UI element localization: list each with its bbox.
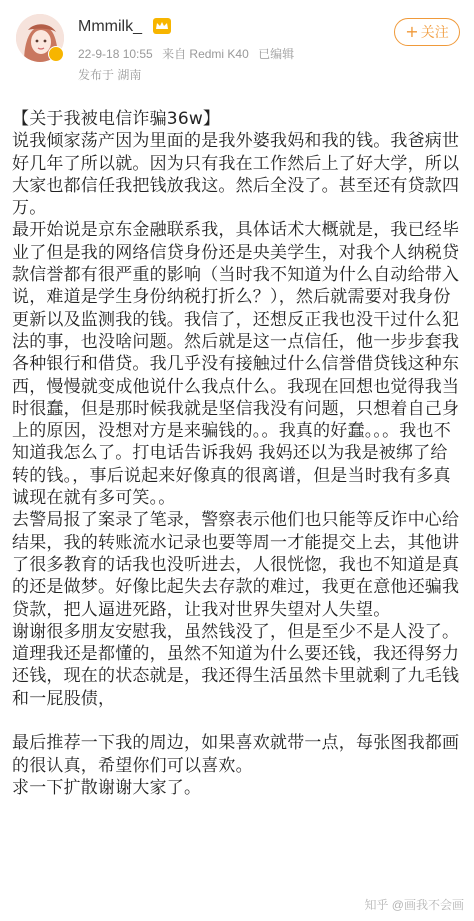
post-paragraph: 说我倾家荡产因为里面的是我外婆我妈和我的钱。我爸病世好几年了所以就。因为只有我在工作然后上了好大学，所以大家也都信任我把钱放我这。然后全没了。甚至还有贷款四万。 [12,131,460,219]
post-paragraph: 最后推荐一下我的周边，如果喜欢就带一点，每张图我都画的很认真，希望你们可以喜欢。 [12,733,460,776]
post-header [0,0,474,105]
username[interactable]: Mmmilk_ [78,18,142,35]
post-paragraph: 求一下扩散谢谢大家了。 [12,777,202,798]
vip-badge-icon [48,46,64,62]
post-source: 来自 Redmi K40 [162,47,249,61]
post-date: 22-9-18 10:55 [78,47,153,61]
edited-label[interactable]: 已编辑 [258,47,295,61]
follow-label: 关注 [420,25,449,41]
post-meta [78,45,300,62]
follow-button[interactable] [394,18,460,46]
post-paragraph: 【关于我被电信诈骗36w】 [12,109,221,129]
post-paragraph: 去警局报了案录了笔录，警察表示他们也只能等反诈中心给结果，我的转账流水记录也要等周一才能提交上去，其他讲了很多教育的话我也没听进去，人很恍惚，我也不知道是真的还是做梦。好像比起失去存款的难过，我更在意他还骗我贷款，把人逼进死路，让我对世界失望对人失望。 [12,510,460,620]
post-paragraph: 最开始说是京东金融联系我，具体话术大概就是，我已经毕业了但是我的网络信贷身份还是央美学生，对我个人纳税贷款信誉都有很严重的影响（当时我不知道为什么自动给带入说，难道是学生身份纳税打折么？），然后就需要对我身份更新以及监测我的钱。我信了，还想反正我也没干过什么犯法的事，也没啥问题。然后就是这一点信任，他一步步套我各种银行和借贷。我几乎没有接触过什么信誉借贷钱这种东西，慢慢就变成他说什么我点什么。我现在回想也觉得我当时很蠢，但是那时候我就是坚信我没有问题，只想着自己身上的原因，没想对方是来骗钱的。。我真的好蠢。。。我也不知道我怎么了。打电话告诉我妈 我妈还以为我是被绑了给转的钱。，事后说起来好像真的很离谱，但是当时我有多真诚现在就有多可笑。。 [12,220,460,509]
crown-icon [152,17,172,35]
post-paragraph: 谢谢很多朋友安慰我，虽然钱没了，但是至少不是人没了。道理我还是都懂的，虽然不知道为什么要还钱，我还得努力还钱，现在的状态就是，我还得生活虽然卡里就剩了九毛钱和一屁股债， [12,621,460,709]
watermark: 知乎 @画我不会画 [364,898,464,912]
plus-icon: + [405,22,419,41]
post-body [12,108,464,799]
blank-line [12,710,464,732]
post-location: 发布于 湖南 [78,68,142,82]
